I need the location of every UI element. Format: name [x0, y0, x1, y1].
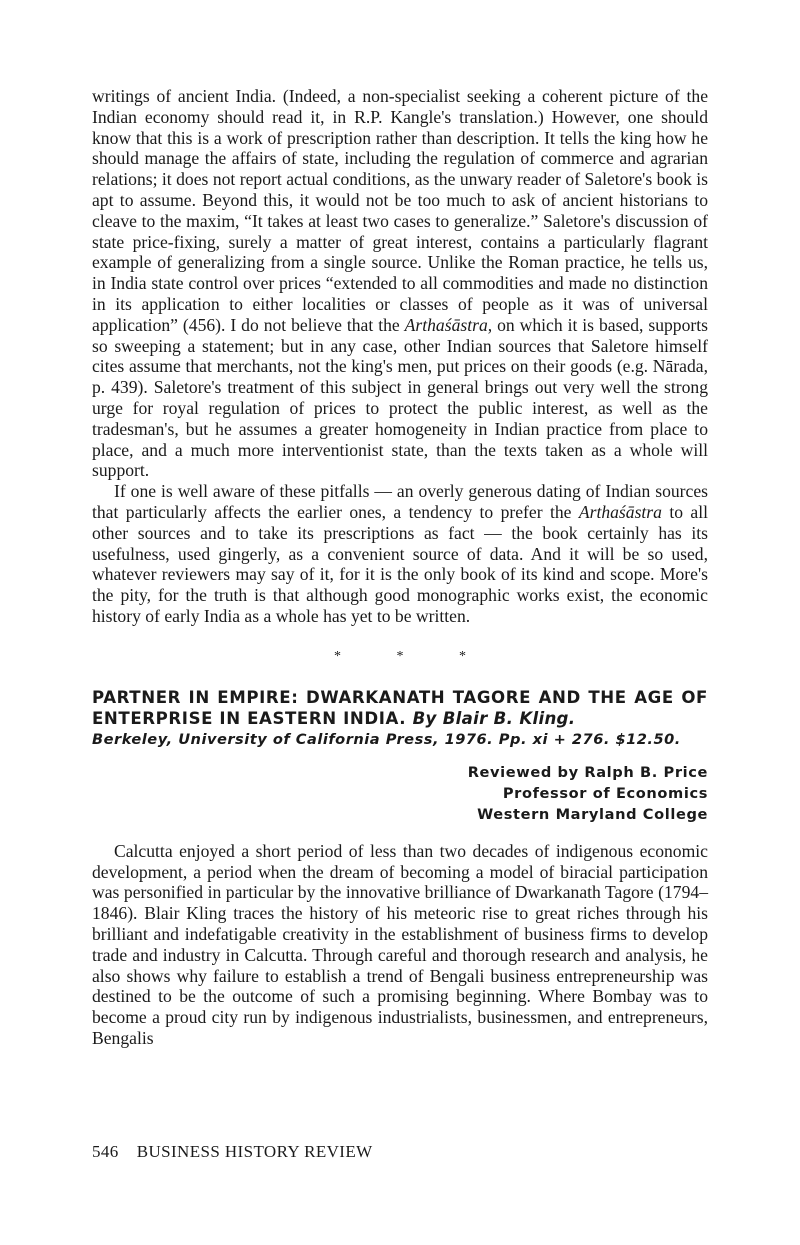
review-paragraph: Calcutta enjoyed a short period of less than two decades of indigenous economic development, a period when the dream of becoming a model of biracial participation was personified in particular by the innovative brilliance of Dwarkanath Tagore (1794–1846). Blair Kling traces the history of his meteoric rise to great riches through his brilliant and indefatigable creativity in the establishment of business firms to develop trade and industry in Calcutta. Through careful and thorough research and analysis, he also shows why failure to establish a trend of Bengali business entrepreneurship was destined to be the outcome of such a promising beginning. Where Bombay was to become a proud city run by indigenous industrialists, businessmen, and entrepreneurs, Bengalis — [92, 840, 708, 1048]
book-title: PARTNER IN EMPIRE: DWARKANATH TAGORE AND THE AGE OF ENTERPRISE IN EASTERN INDIA. — [92, 687, 708, 728]
page-content — [92, 86, 708, 1049]
page-number: 546 — [92, 1142, 119, 1161]
reviewer-block — [92, 762, 708, 825]
review-title — [92, 687, 708, 729]
body-paragraph-2 — [92, 481, 708, 627]
body-paragraph-1 — [92, 86, 708, 481]
publisher-line: Berkeley, University of California Press, 1976. Pp. xi + 276. $12.50. — [92, 730, 681, 748]
section-separator: * * * — [334, 648, 492, 664]
paragraph-2-text-a: If one is well aware of these pitfalls — an overly generous dating of Indian sources that particularly affects the earlier ones, a tendency to prefer the — [92, 481, 708, 522]
arthasastra-italic-2: Arthaśāstra — [578, 501, 662, 522]
arthasastra-italic: Arthaśāstra, — [404, 314, 493, 335]
page-footer — [92, 1142, 373, 1162]
paragraph-1-continued: on which it is based, supports so sweeping a statement; but in any case, other Indian sources that Saletore himself cites assume that merchants, not the king's men, put prices on their goods (e.g. Nārada, p. 439). Saletore's treatment of this subject in general brings out very well the strong urge for royal regulation of prices to protect the public interest, as well as the tradesman's, but he assumes a greater homogeneity in Indian practice from place to place, and a much more interventionist state, than the texts taken as a whole will support. — [92, 314, 708, 481]
book-author: By Blair B. Kling. — [412, 708, 576, 728]
reviewer-affiliation: Western Maryland College — [477, 805, 708, 823]
reviewer-title: Professor of Economics — [502, 784, 708, 802]
paragraph-1-text: writings of ancient India. (Indeed, a non-specialist seeking a coherent picture of the Indian economy should read it, in R.P. Kangle's translation.) However, one should know that this is a work of prescription rather than description. It tells the king how he should manage the affairs of state, including the regulation of commerce and agrarian relations; it does not report actual conditions, as the unwary reader of Saletore's book is apt to assume. Beyond this, it would not be too much to ask of ancient historians to cleave to the maxim, “It takes at least two cases to generalize.” Saletore's discussion of state price-fixing, surely a matter of great interest, contains a particularly flagrant example of generalizing from a single source. Unlike the Roman practice, he tells us, in India state control over prices “extended to all commodities and made no distinction in its application to either localities or classes of people as it was of universal application” (456). I do not believe that the — [92, 86, 708, 335]
paragraph-2-text-b: to all other sources and to take its prescriptions as fact — the book certainly has its usefulness, used gingerly, as a convenient source of data. And it will be so used, whatever reviewers may say of it, for it is the only book of its kind and scope. More's the pity, for the truth is that although good monographic works exist, the economic history of early India as a whole has yet to be written. — [92, 501, 709, 626]
journal-name: BUSINESS HISTORY REVIEW — [136, 1142, 373, 1161]
reviewer-name: Reviewed by Ralph B. Price — [467, 763, 708, 781]
